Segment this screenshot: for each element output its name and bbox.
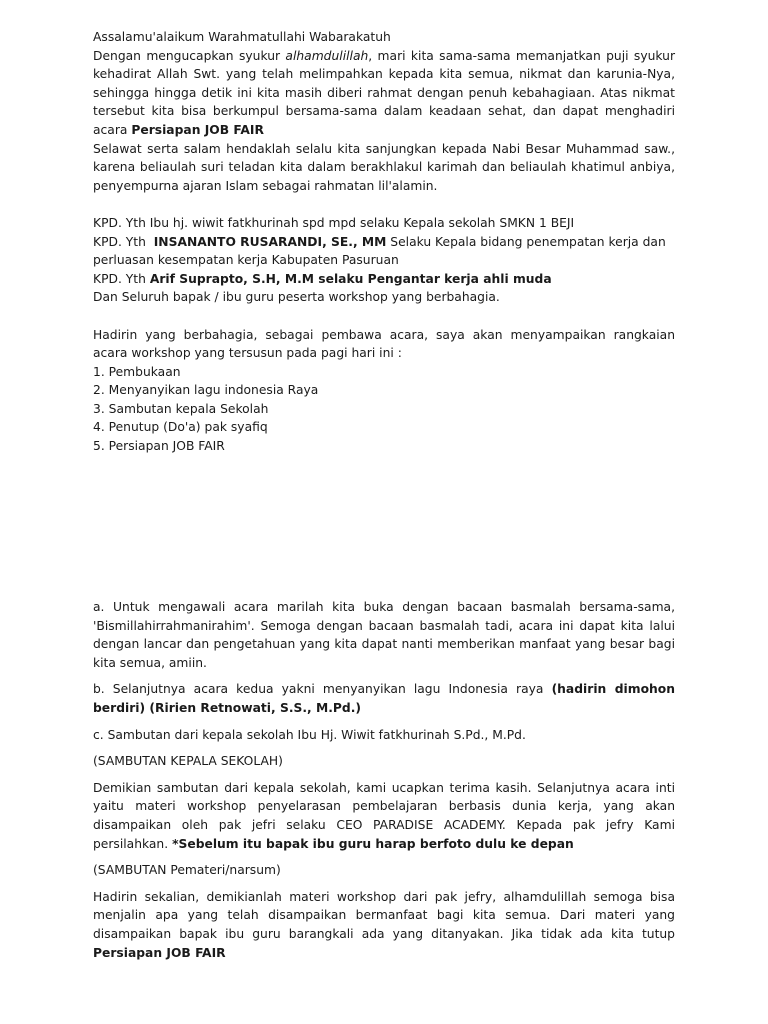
- addressee-3: [93, 270, 675, 289]
- detail-c: c. Sambutan dari kepala sekolah Ibu Hj. Wiwit fatkhurinah S.Pd., M.Pd.: [93, 727, 526, 742]
- closing-paragraph-2: [93, 888, 675, 962]
- opening-paragraph: [93, 47, 675, 140]
- selawat-paragraph: Selawat serta salam hendaklah selalu kita sanjungkan kepada Nabi Besar Muhammad saw., karena beliaulah suri teladan kita dalam berakhlakul karimah dan beliaulah khatimul anbiya, penyempurna ajaran Islam sebagai rahmatan lil'alamin.: [93, 141, 675, 193]
- sambutan-pemateri-label: (SAMBUTAN Pemateri/narsum): [93, 863, 281, 878]
- addressee-3-prefix: KPD. Yth: [93, 271, 150, 286]
- addressee-2-prefix: KPD. Yth: [93, 234, 154, 249]
- sambutan-kepsek-label: (SAMBUTAN KEPALA SEKOLAH): [93, 754, 283, 769]
- addressee-2: [93, 233, 675, 270]
- opening-bold: Persiapan JOB FAIR: [131, 122, 264, 137]
- closing-2-text: Hadirin sekalian, demikianlah materi workshop dari pak jefry, alhamdulillah semoga bisa menjalin apa yang telah disampaikan bermanfaat bagi kita semua. Dari materi yang disampaikan bapak ibu guru barangkali ada yang ditanyakan. Jika tidak ada kita tutup: [93, 889, 675, 941]
- closing-paragraph-1: [93, 779, 675, 853]
- spacer: [93, 195, 675, 214]
- detail-a: a. Untuk mengawali acara marilah kita buka dengan bacaan basmalah bersama-sama, 'Bismillahirrahmanirahim'. Semoga dengan bacaan basmalah tadi, acara ini dapat kita lalui dengan lancar dan pengetahuan yang kita dapat nanti memberikan manfaat yang besar bagi kita semua, amiin.: [93, 600, 675, 670]
- greeting: Assalamu'alaikum Warahmatullahi Wabarakatuh: [93, 30, 391, 44]
- closing-1-text: Demikian sambutan dari kepala sekolah, kami ucapkan terima kasih. Selanjutnya acara inti yaitu materi workshop penyelarasan pembelajaran berbasis dunia kerja, yang akan disampaikan oleh pak jefri selaku CEO PARADISE ACADEMY. Kepada pak jefry Kami persilahkan.: [93, 780, 675, 851]
- details-section: [93, 598, 675, 970]
- agenda-item: 4. Penutup (Do'a) pak syafiq: [93, 420, 268, 435]
- closing-1-bold: *Sebelum itu bapak ibu guru harap berfoto dulu ke depan: [172, 836, 574, 851]
- agenda-item: 2. Menyanyikan lagu indonesia Raya: [93, 383, 319, 398]
- agenda-item: 3. Sambutan kepala Sekolah: [93, 401, 269, 416]
- agenda-intro: Hadirin yang berbahagia, sebagai pembawa acara, saya akan menyampaikan rangkaian acara workshop yang tersusun pada pagi hari ini :: [93, 327, 675, 361]
- detail-b: [93, 680, 675, 717]
- agenda-item: 5. Persiapan JOB FAIR: [93, 439, 225, 454]
- addressee-3-name: Arif Suprapto, S.H, M.M selaku Pengantar kerja ahli muda: [149, 271, 552, 286]
- closing-2-bold: Persiapan JOB FAIR: [93, 945, 226, 960]
- opening-section: [93, 28, 675, 456]
- opening-italic: alhamdulillah: [285, 48, 369, 63]
- agenda-item: 1. Pembukaan: [93, 364, 181, 379]
- detail-b-text: b. Selanjutnya acara kedua yakni menyanyikan lagu Indonesia raya: [93, 682, 552, 697]
- spacer: [93, 307, 675, 326]
- opening-text-b: , mari kita sama-sama memanjatkan puji syukur kehadirat Allah Swt. yang telah melimpahkan kepada kita semua, nikmat dan karunia-Nya, sehingga hingga detik ini kita masih diberi rahmat dengan penuh kebahagiaan. Atas nikmat tersebut kita bisa berkumpul bersama-sama dalam keadaan sehat, dan dapat menghadiri acara: [93, 48, 675, 137]
- addressee-2-name: INSANANTO RUSARANDI, SE., MM: [153, 234, 387, 249]
- addressee-4: Dan Seluruh bapak / ibu guru peserta workshop yang berbahagia.: [93, 290, 500, 305]
- addressee-2-suffix: Selaku Kepala bidang penempatan kerja dan perluasan kesempatan kerja Kabupaten Pasuruan: [93, 234, 666, 268]
- addressee-1: KPD. Yth Ibu hj. wiwit fatkhurinah spd mpd selaku Kepala sekolah SMKN 1 BEJI: [93, 215, 575, 230]
- opening-text-a: Dengan mengucapkan syukur: [93, 48, 286, 63]
- detail-b-bold: (hadirin dimohon berdiri) (Ririen Retnowati, S.S., M.Pd.): [93, 682, 675, 715]
